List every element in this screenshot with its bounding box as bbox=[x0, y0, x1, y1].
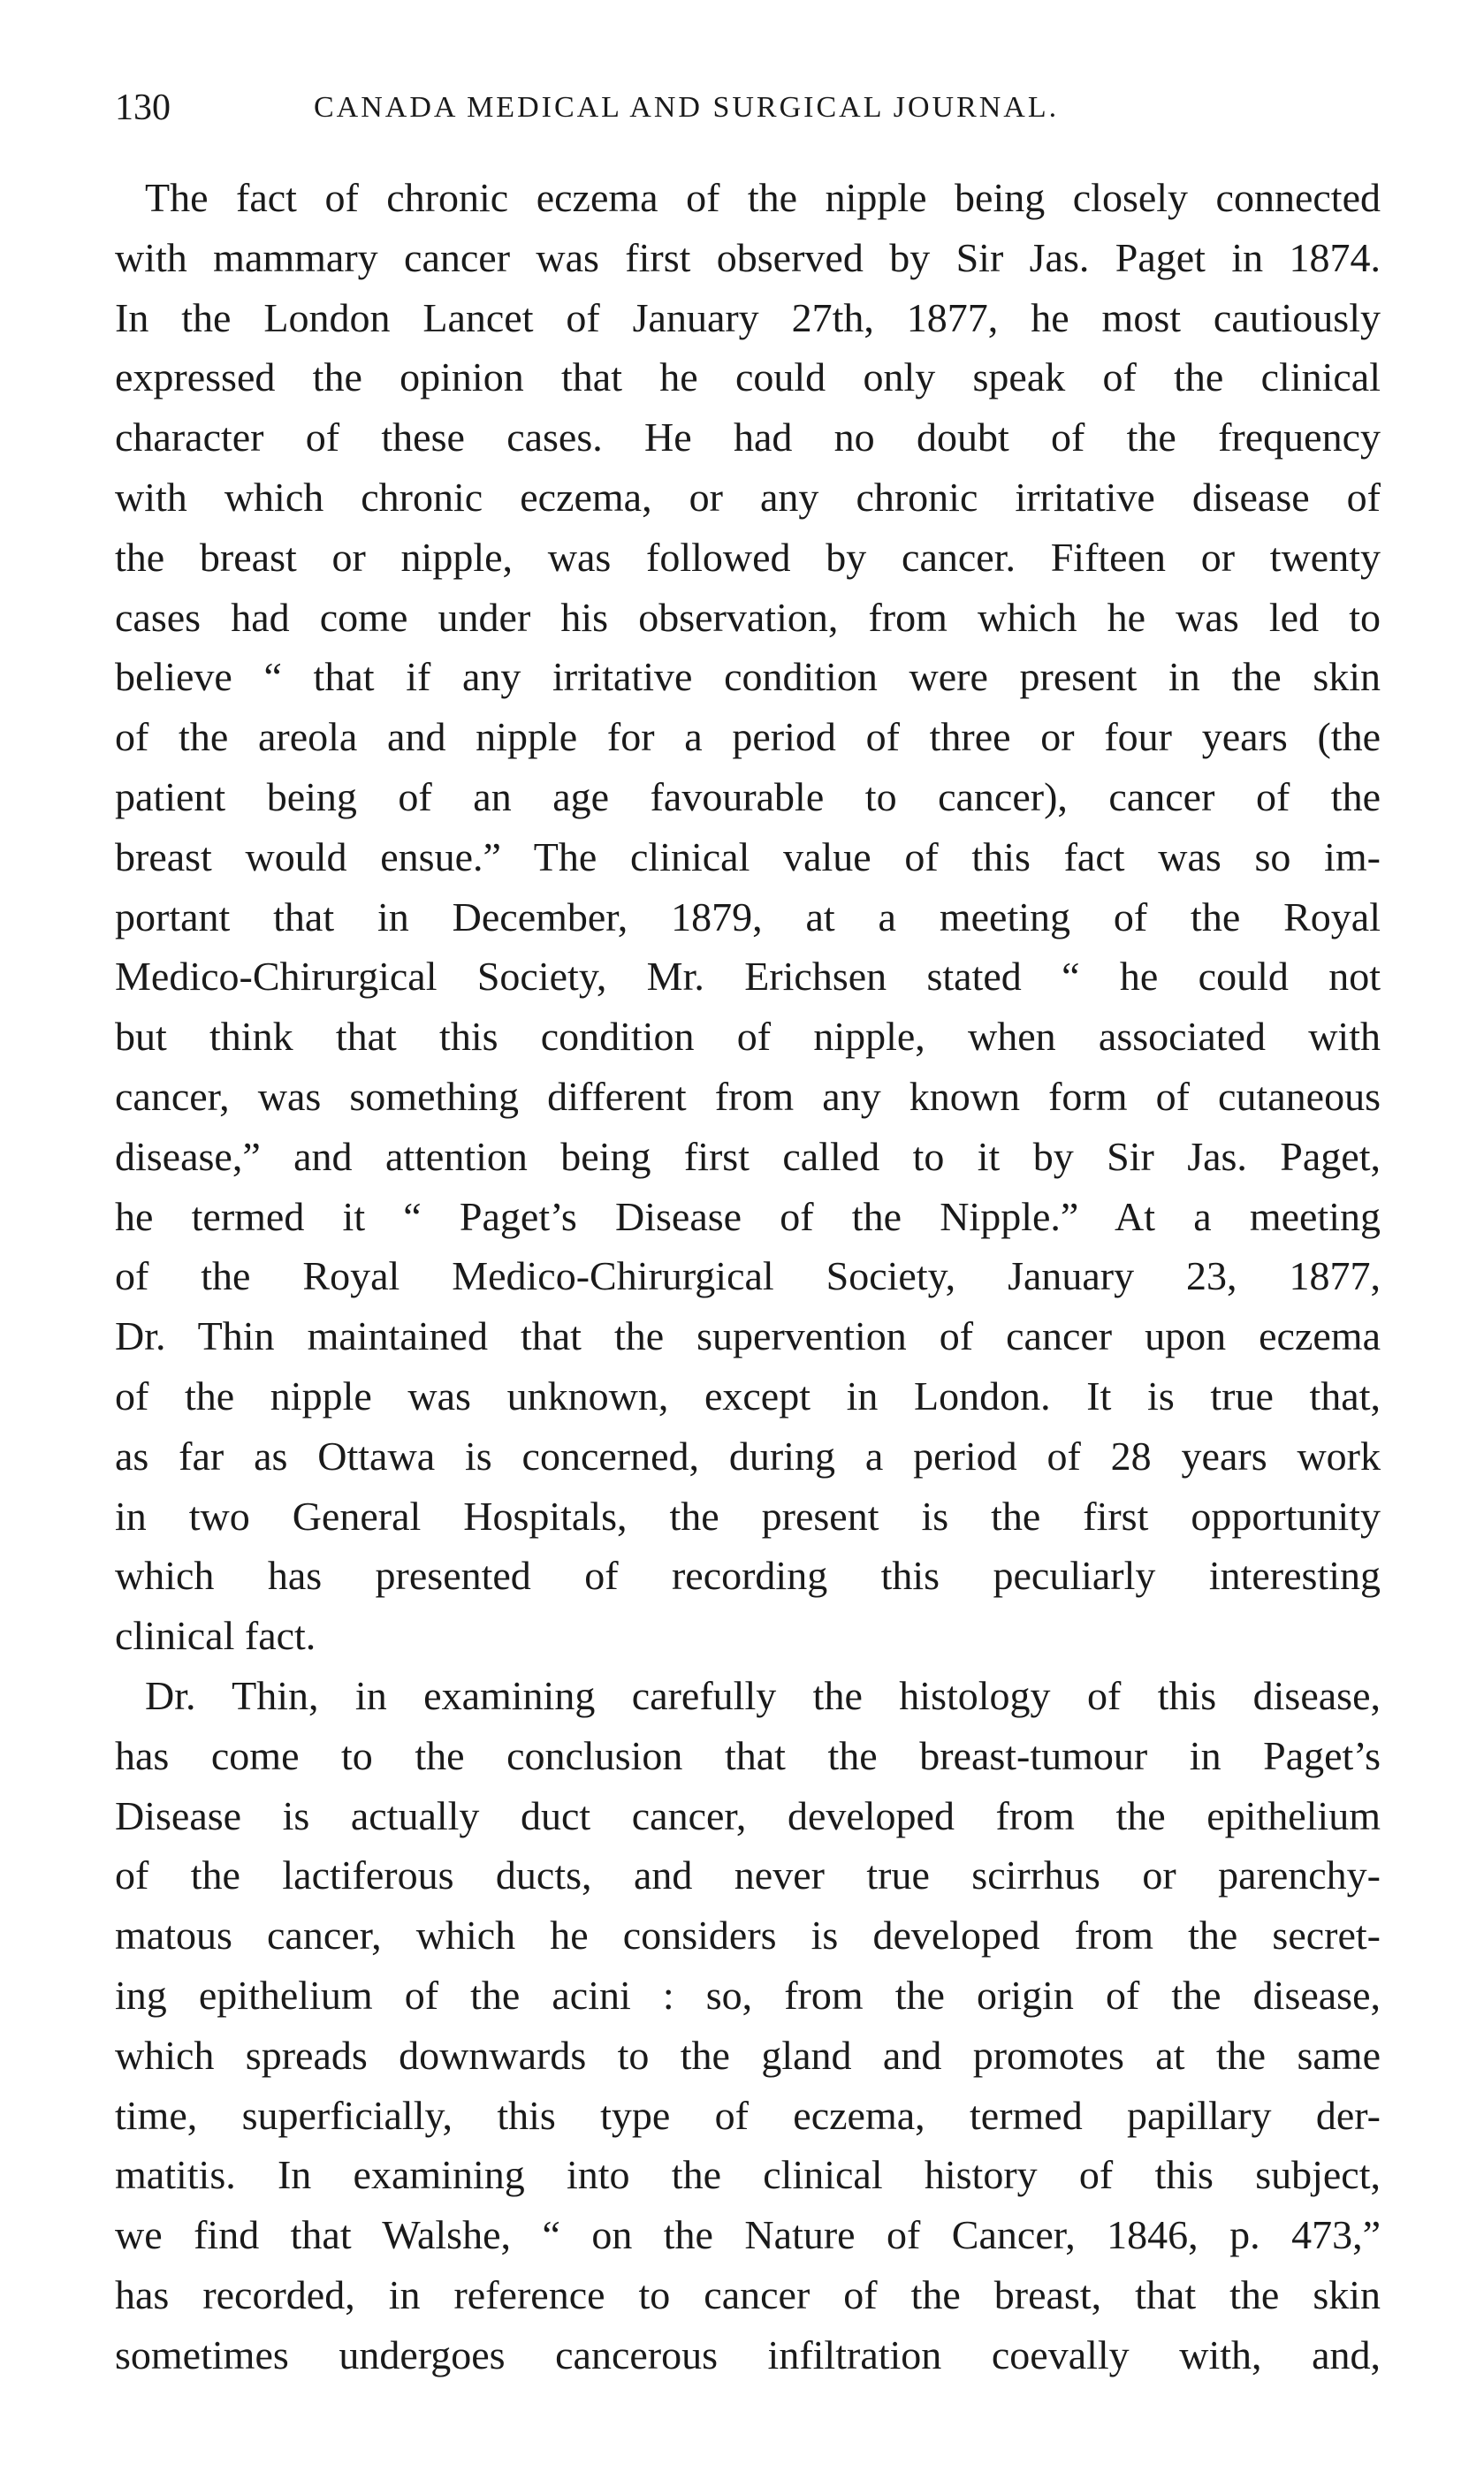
text-line: cancer, was something different from any known form of cutaneous bbox=[115, 1073, 1381, 1119]
running-head bbox=[115, 81, 1379, 134]
text-line: breast would ensue.” The clinical value of this fact was so im- bbox=[115, 833, 1381, 879]
text-line: matitis. In examining into the clinical history of this subject, bbox=[115, 2152, 1381, 2198]
text-line: which has presented of recording this peculiarly interesting bbox=[115, 1553, 1381, 1599]
text-line: The fact of chronic eczema of the nipple being closely connected bbox=[145, 175, 1381, 220]
journal-title: CANADA MEDICAL AND SURGICAL JOURNAL. bbox=[314, 91, 1060, 124]
text-line: as far as Ottawa is concerned, during a period of 28 years work bbox=[115, 1433, 1381, 1479]
text-line: with mammary cancer was first observed by Sir Jas. Paget in 1874. bbox=[115, 234, 1381, 280]
text-line: portant that in December, 1879, at a meeting of the Royal bbox=[115, 894, 1381, 939]
text-line: the breast or nipple, was followed by cancer. Fifteen or twenty bbox=[115, 534, 1381, 580]
text-line: character of these cases. He had no doubt of the frequency bbox=[115, 415, 1381, 460]
text-line: cases had come under his observation, from which he was led to bbox=[115, 594, 1381, 640]
page-number: 130 bbox=[115, 87, 171, 128]
text-line: has recorded, in reference to cancer of the breast, that the skin bbox=[115, 2271, 1381, 2317]
text-line: Dr. Thin maintained that the supervention of cancer upon eczema bbox=[115, 1313, 1381, 1359]
text-line: patient being of an age favourable to cancer), cancer of the bbox=[115, 773, 1381, 819]
text-line: matous cancer, which he considers is developed from the secret- bbox=[115, 1913, 1381, 1959]
text-line: time, superficially, this type of eczema, termed papillary der- bbox=[115, 2092, 1381, 2138]
text-line: in two General Hospitals, the present is the first opportunity bbox=[115, 1493, 1381, 1539]
article-body bbox=[115, 168, 1381, 2385]
text-line: Dr. Thin, in examining carefully the histology of this disease, bbox=[145, 1672, 1381, 1718]
text-line: Medico-Chirurgical Society, Mr. Erichsen stated “ he could not bbox=[115, 954, 1381, 1000]
text-line: we find that Walshe, “ on the Nature of Cancer, 1846, p. 473,” bbox=[115, 2212, 1381, 2258]
text-line: has come to the conclusion that the breast-tumour in Paget’s bbox=[115, 1732, 1381, 1778]
text-line: clinical fact. bbox=[115, 1613, 316, 1659]
text-line: disease,” and attention being first called to it by Sir Jas. Paget, bbox=[115, 1133, 1381, 1179]
paragraph-2 bbox=[115, 1666, 1381, 2385]
text-line: of the nipple was unknown, except in London. It is true that, bbox=[115, 1373, 1381, 1419]
text-line: which spreads downwards to the gland and promotes at the same bbox=[115, 2032, 1381, 2078]
text-line: with which chronic eczema, or any chronic irritative disease of bbox=[115, 474, 1381, 520]
text-line: of the areola and nipple for a period of three or four years (the bbox=[115, 714, 1381, 760]
text-line: of the lactiferous ducts, and never true scirrhus or parenchy- bbox=[115, 1852, 1381, 1898]
text-line: In the London Lancet of January 27th, 1877, he most cautiously bbox=[115, 294, 1381, 340]
text-line: ing epithelium of the acini : so, from the origin of the disease, bbox=[115, 1972, 1381, 2018]
text-line: Disease is actually duct cancer, developed from the epithelium bbox=[115, 1792, 1381, 1838]
text-line: believe “ that if any irritative condition were present in the skin bbox=[115, 654, 1381, 700]
text-line: expressed the opinion that he could only speak of the clinical bbox=[115, 354, 1381, 400]
paragraph-1 bbox=[115, 168, 1381, 1666]
text-line: sometimes undergoes cancerous infiltration coevally with, and, bbox=[115, 2331, 1381, 2377]
text-line: he termed it “ Paget’s Disease of the Nipple.” At a meeting bbox=[115, 1193, 1381, 1239]
text-line: of the Royal Medico-Chirurgical Society, January 23, 1877, bbox=[115, 1253, 1381, 1299]
text-line: but think that this condition of nipple, when associated with bbox=[115, 1014, 1381, 1060]
